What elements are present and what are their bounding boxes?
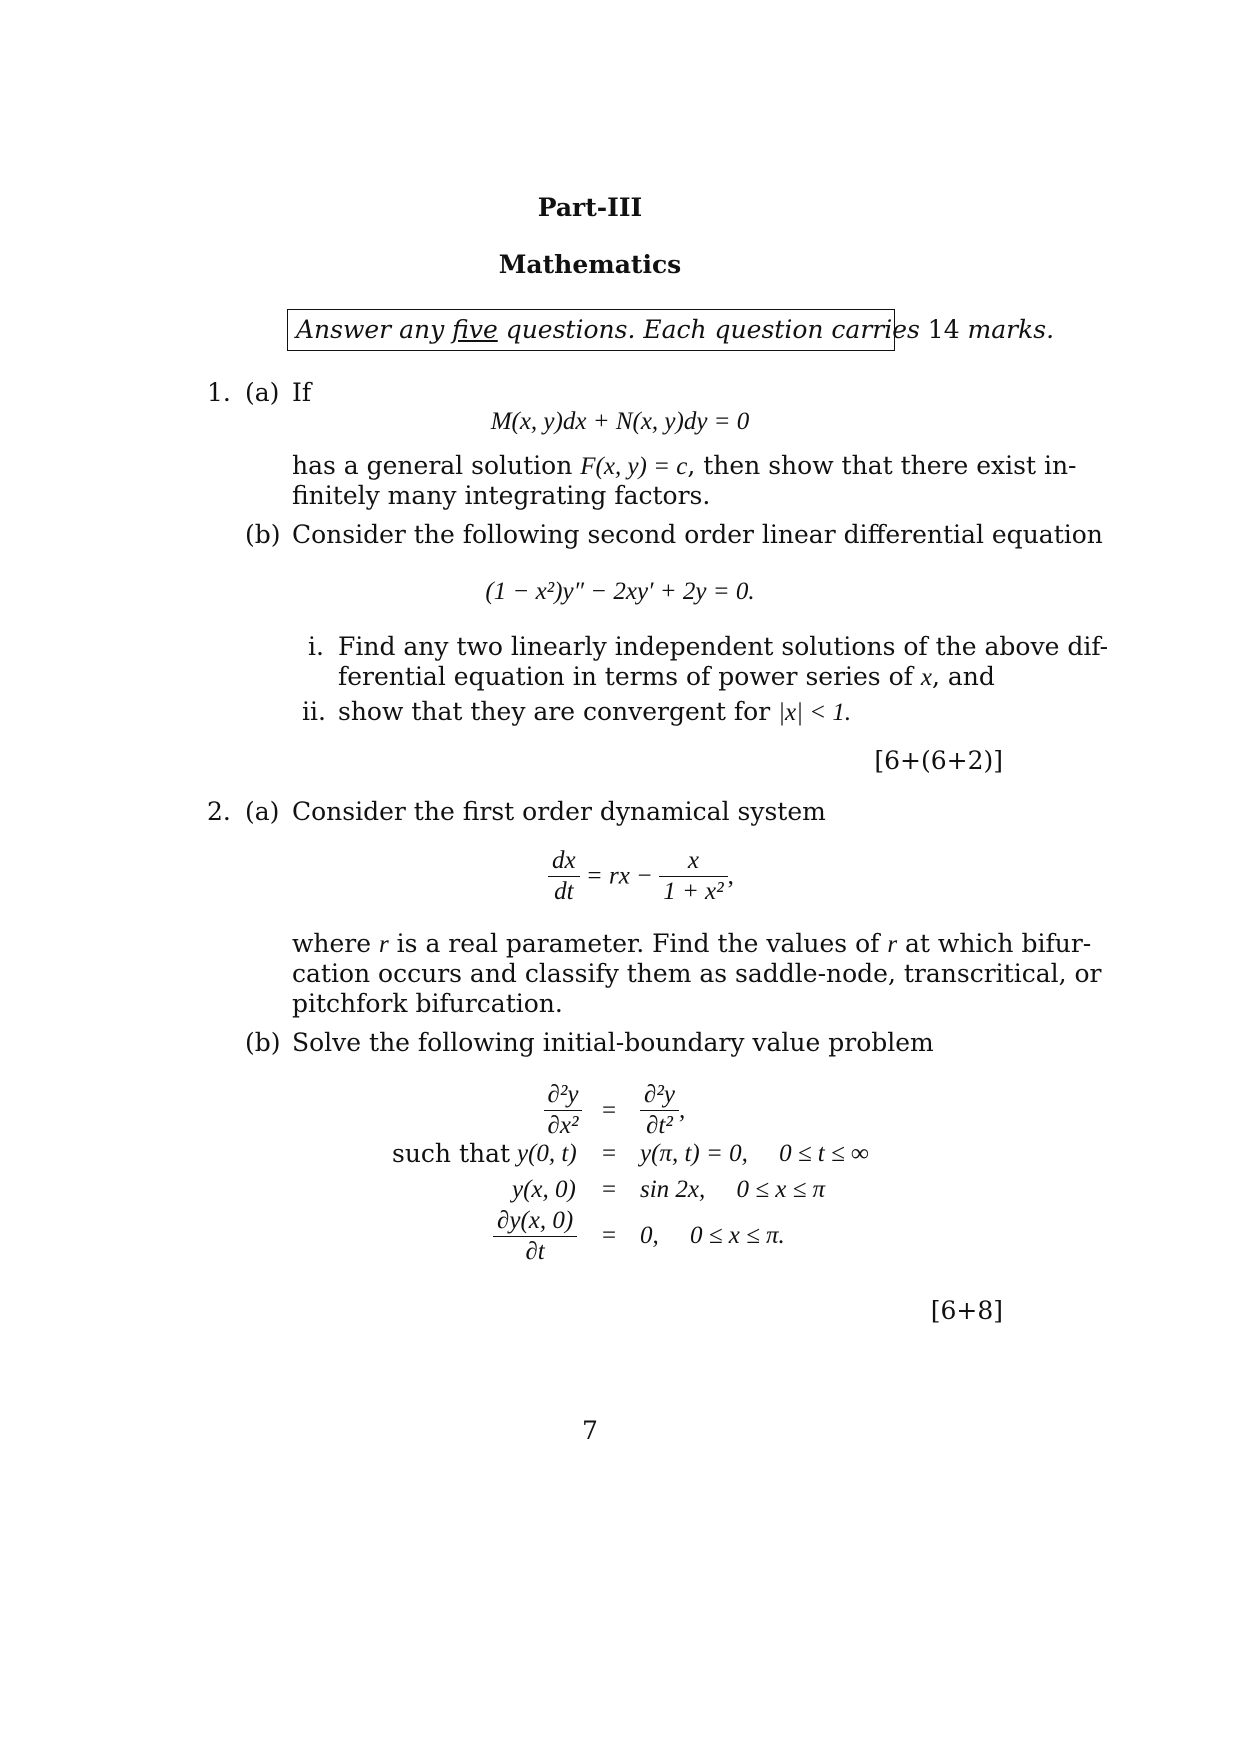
instructions-text-mid: questions. Each question carries xyxy=(497,315,928,344)
q2a-text: Consider the first order dynamical system xyxy=(292,797,826,826)
q1a-label: (a) xyxy=(245,378,280,407)
q2b-text: Solve the following initial-boundary value problem xyxy=(292,1028,934,1057)
q2b-such-that: such that xyxy=(392,1139,511,1168)
q1b-ii-text xyxy=(338,697,851,728)
q1b-i-line2-post: , and xyxy=(931,662,995,691)
q2a-line1-mid: is a real parameter. Find the values of xyxy=(388,929,888,958)
q1b-i-line2 xyxy=(338,662,995,693)
q1a-line1-pre: has a general solution xyxy=(292,451,581,480)
q2b-row1-rhs-fraction xyxy=(640,1080,679,1141)
q2b-row2-lhs: y(0, t) xyxy=(517,1140,577,1167)
q1b-text: Consider the following second order linear differential equation xyxy=(292,520,1103,549)
q2a-line1-var1: r xyxy=(379,931,389,958)
q2b-row1-rhs-num: ∂²y xyxy=(640,1080,679,1111)
q2b-row4-rhs: 0, 0 ≤ x ≤ π. xyxy=(640,1222,785,1249)
q2b-row1-lhs-fraction xyxy=(544,1080,583,1141)
q1b-i-line2-var: x xyxy=(920,664,932,691)
q1b-ii-pre: show that they are convergent for xyxy=(338,697,779,726)
q1b-i-line1: Find any two linearly independent solutions of the above dif- xyxy=(338,632,1109,661)
q1b-i-label: i. xyxy=(308,632,324,661)
q2a-line1-pre: where xyxy=(292,929,379,958)
q1b-label: (b) xyxy=(245,520,281,549)
instructions-emphasis: five xyxy=(452,315,498,344)
q2b-row2-rhs: y(π, t) = 0, 0 ≤ t ≤ ∞ xyxy=(640,1140,869,1167)
q1a-text-line1 xyxy=(292,451,1077,482)
q1b-i-line2-pre: ferential equation in terms of power series of xyxy=(338,662,921,691)
q1-number: 1. xyxy=(207,378,231,407)
instructions-box xyxy=(287,309,1055,351)
q2a-text-line2: cation occurs and classify them as saddle-node, transcritical, or xyxy=(292,959,1102,988)
q2b-row4-lhs-den: ∂t xyxy=(525,1238,545,1265)
instructions-text-after: marks. xyxy=(959,315,1055,344)
q1b-equation: (1 − x²)y″ − 2xy′ + 2y = 0. xyxy=(485,578,755,605)
q2a-rhs-den: 1 + x² xyxy=(663,878,724,905)
q2b-label: (b) xyxy=(245,1028,281,1057)
q2b-row4-lhs-num: ∂y(x, 0) xyxy=(493,1206,577,1237)
q2b-row4-lhs-fraction xyxy=(493,1206,577,1267)
q2a-text-line3: pitchfork bifurcation. xyxy=(292,989,563,1018)
q2a-text-line1 xyxy=(292,929,1091,960)
q2b-row1-equals: = xyxy=(602,1097,617,1124)
q1a-line1-math: F(x, y) = c xyxy=(580,453,688,480)
q1a-equation: M(x, y)dx + N(x, y)dy = 0 xyxy=(490,408,750,435)
q2-number: 2. xyxy=(207,797,231,826)
instructions-text-before: Answer any xyxy=(296,315,453,344)
q2b-row4-lhs xyxy=(493,1206,577,1267)
q2-marks: [6+8] xyxy=(930,1296,1003,1325)
instructions-marks: 14 xyxy=(927,315,960,344)
q2a-line1-post: at which bifur- xyxy=(897,929,1092,958)
q2b-row3-equals: = xyxy=(602,1176,617,1203)
subject-heading: Mathematics xyxy=(498,250,682,279)
q2a-rhs-num: x xyxy=(659,846,727,877)
q2b-row1-rhs-den: ∂t² xyxy=(646,1112,673,1139)
q2a-eq-mid: = rx − xyxy=(585,862,653,890)
q2a-equation xyxy=(548,846,734,907)
page-number: 7 xyxy=(582,1416,598,1445)
q1a-lead: If xyxy=(292,378,312,407)
part-heading: Part-III xyxy=(537,193,643,222)
q2b-row1-rhs xyxy=(640,1080,685,1141)
q1a-text-line2: finitely many integrating factors. xyxy=(292,481,711,510)
q2b-row1-tail: , xyxy=(678,1096,686,1124)
q2b-row4-equals: = xyxy=(602,1222,617,1249)
q1-marks: [6+(6+2)] xyxy=(874,746,1003,775)
q2a-eq-tail: , xyxy=(727,862,734,890)
q1a-line1-post: , then show that there exist in- xyxy=(687,451,1077,480)
q2a-lhs-den: dt xyxy=(554,878,574,905)
q2b-row2-equals: = xyxy=(602,1140,617,1167)
q2b-row1-lhs-den: ∂x² xyxy=(547,1112,579,1139)
q2b-row3-rhs: sin 2x, 0 ≤ x ≤ π xyxy=(640,1176,826,1203)
q2a-rhs-fraction xyxy=(659,846,727,907)
q2b-row1-lhs-num: ∂²y xyxy=(544,1080,583,1111)
q2a-line1-var2: r xyxy=(887,931,898,958)
q1b-ii-math: |x| < 1. xyxy=(778,699,852,726)
q2a-lhs-fraction xyxy=(548,846,580,907)
q2a-lhs-num: dx xyxy=(548,846,580,877)
q2a-label: (a) xyxy=(245,797,280,826)
q2b-row1-lhs xyxy=(540,1080,586,1141)
q1b-ii-label: ii. xyxy=(302,697,326,726)
q2b-row3-lhs: y(x, 0) xyxy=(512,1176,576,1203)
